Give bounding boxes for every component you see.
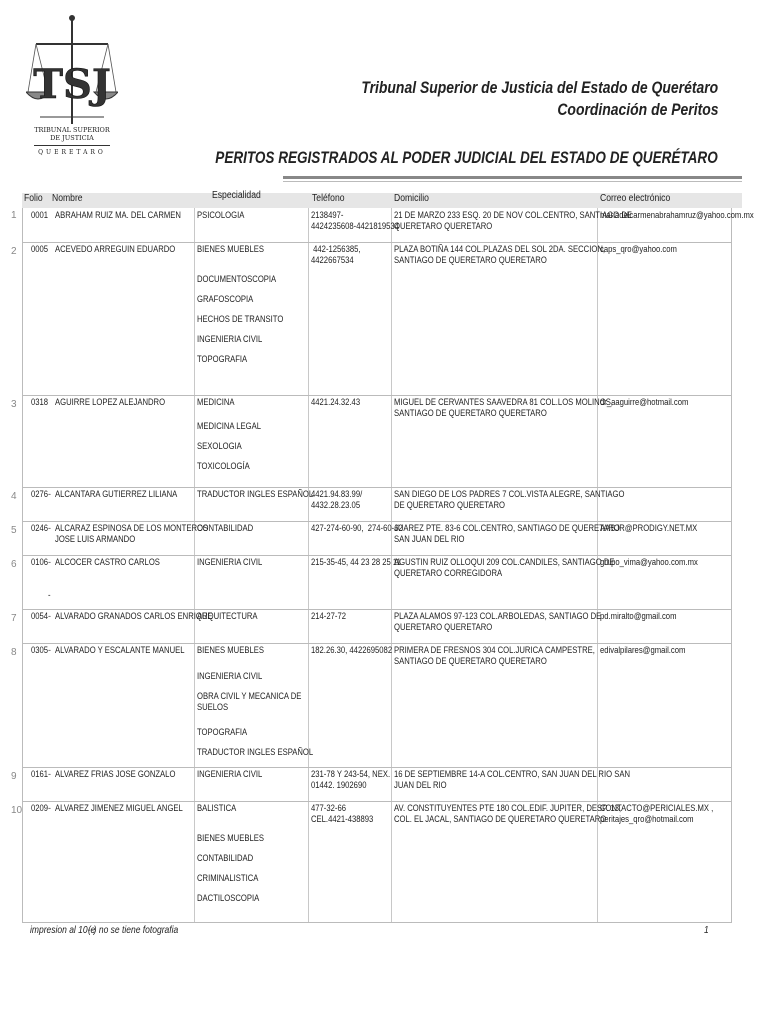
folio: 0161 (31, 769, 49, 780)
tsj-logo (26, 14, 118, 170)
row-number: 5 (11, 525, 17, 536)
perito-name: ALCANTARA GUTIERREZ LILIANA (55, 489, 178, 500)
folio: 0001 (31, 210, 49, 221)
row-number: 6 (11, 559, 17, 570)
perito-name: ABRAHAM RUIZ MA. DEL CARMEN (55, 210, 181, 221)
address: SAN DIEGO DE LOS PADRES 7 COL.VISTA ALEGRE, SANTIAGO DE QUERETARO QUERETARO (394, 489, 625, 511)
row-divider (22, 487, 731, 488)
folio: 0305 (31, 645, 49, 656)
perito-name: ALVAREZ JIMENEZ MIGUEL ANGEL (55, 803, 183, 814)
photo-note: (-) no se tiene fotografia (88, 925, 179, 936)
specialty: BIENES MUEBLES (197, 645, 264, 656)
perito-name: ALVAREZ FRIAS JOSE GONZALO (55, 769, 176, 780)
email: CONTACTO@PERICIALES.MX , peritajes_qro@hotmail.com (600, 803, 714, 825)
email: AASJR@PRODIGY.NET.MX (600, 523, 698, 534)
address: 21 DE MARZO 233 ESQ. 20 DE NOV COL.CENTRO, SANTIAGO DE QUERETARO QUERETARO (394, 210, 632, 232)
row-divider (22, 643, 731, 644)
logo-monogram: TSJ (33, 61, 111, 108)
specialty: HECHOS DE TRANSITO (197, 314, 284, 325)
address: JUAREZ PTE. 83-6 COL.CENTRO, SANTIAGO DE QUERETARO SAN JUAN DEL RIO (394, 523, 620, 545)
document-title: PERITOS REGISTRADOS AL PODER JUDICIAL DEL ESTADO DE QUERÉTARO (215, 149, 718, 167)
perito-name: ACEVEDO ARREGUIN EDUARDO (55, 244, 176, 255)
title-rule (283, 176, 742, 179)
perito-name: ALCOCER CASTRO CARLOS (55, 557, 160, 568)
row-number: 1 (11, 210, 17, 221)
specialty: SEXOLOGIA (197, 441, 242, 452)
specialty: CONTABILIDAD (197, 853, 254, 864)
email: pd.miralto@gmail.com (600, 611, 677, 622)
address: 16 DE SEPTIEMBRE 14-A COL.CENTRO, SAN JUAN DEL RIO SAN JUAN DEL RIO (394, 769, 630, 791)
folio: 0054 (31, 611, 49, 622)
col-divider (194, 208, 195, 922)
email: dr_aaguirre@hotmail.com (600, 397, 689, 408)
no-photo-marker: - (48, 611, 51, 621)
phone: 427-274-60-90, 274-60-62 (311, 523, 403, 534)
specialty: INGENIERIA CIVIL (197, 671, 263, 682)
phone: 4421.94.83.99/ 4432.28.23.05 (311, 489, 363, 511)
folio: 0106 (31, 557, 49, 568)
col-header-correo: Correo electrónico (600, 193, 671, 204)
specialty: PSICOLOGIA (197, 210, 245, 221)
row-divider (22, 767, 731, 768)
row-divider (22, 521, 731, 522)
col-divider (308, 208, 309, 922)
address: AGUSTIN RUIZ OLLOQUI 209 COL.CANDILES, SANTIAGO DE QUERETARO CORREGIDORA (394, 557, 615, 579)
no-photo-marker: - (48, 523, 51, 533)
perito-name: ALVARADO Y ESCALANTE MANUEL (55, 645, 185, 656)
specialty: ARQUITECTURA (197, 611, 258, 622)
perito-name: ALCARAZ ESPINOSA DE LOS MONTEROS JOSE LUIS ARMANDO (55, 523, 209, 545)
phone: 477-32-66 CEL.4421-438893 (311, 803, 374, 825)
department-name: Coordinación de Peritos (556, 100, 718, 119)
specialty: DACTILOSCOPIA (197, 893, 260, 904)
phone: 4421.24.32.43 (311, 397, 361, 408)
row-number: 2 (11, 246, 17, 257)
print-date: impresion al 10-e (30, 925, 96, 936)
specialty: INGENIERIA CIVIL (197, 769, 263, 780)
specialty: DOCUMENTOSCOPIA (197, 274, 277, 285)
phone: 182.26.30, 4422695082 (311, 645, 393, 656)
row-divider (22, 555, 731, 556)
address: PLAZA BOTIÑA 144 COL.PLAZAS DEL SOL 2DA. SECCION, SANTIAGO DE QUERETARO QUERETARO (394, 244, 605, 266)
specialty: INGENIERIA CIVIL (197, 334, 263, 345)
logo-line2: DE JUSTICIA (50, 134, 94, 142)
phone: 214-27-72 (311, 611, 346, 622)
specialty: CRIMINALISTICA (197, 873, 259, 884)
specialty: OBRA CIVIL Y MECANICA DE SUELOS (197, 691, 302, 713)
row-number: 4 (11, 491, 17, 502)
no-photo-marker: - (48, 557, 51, 567)
row-divider (22, 801, 731, 802)
row-divider (22, 395, 731, 396)
folio: 0209 (31, 803, 49, 814)
email: mariadelcarmenabrahamruz@yahoo.com.mx (600, 210, 754, 221)
row-number: 8 (11, 647, 17, 658)
specialty: TOPOGRAFIA (197, 727, 248, 738)
col-header-especialidad: Especialidad (212, 190, 261, 201)
specialty: GRAFOSCOPIA (197, 294, 254, 305)
no-photo-marker: - (48, 489, 51, 499)
specialty: TRADUCTOR INGLES ESPAÑOL (197, 747, 314, 758)
perito-name: ALVARADO GRANADOS CARLOS ENRIQUE (55, 611, 213, 622)
no-photo-marker: - (48, 803, 51, 813)
no-photo-marker: - (48, 645, 51, 655)
row-number: 7 (11, 613, 17, 624)
row-number: 10 (11, 805, 23, 816)
logo-line1: TRIBUNAL SUPERIOR (34, 126, 110, 134)
institution-name: Tribunal Superior de Justicia del Estado de Querétaro (361, 78, 718, 97)
row-divider (22, 922, 731, 923)
no-photo-marker: - (48, 769, 51, 779)
stray-mark: - (48, 590, 51, 601)
folio: 0318 (31, 397, 49, 408)
specialty: BIENES MUEBLES (197, 244, 264, 255)
col-header-telefono: Teléfono (312, 193, 345, 204)
address: AV. CONSTITUYENTES PTE 180 COL.EDIF. JUPITER, DESP. 13, COL. EL JACAL, SANTIAGO DE QUERETARO QUERETARO (394, 803, 622, 825)
folio: 0005 (31, 244, 49, 255)
email: caps_qro@yahoo.com (600, 244, 677, 255)
folio: 0246 (31, 523, 49, 534)
row-number: 9 (11, 771, 17, 782)
col-header-nombre: Nombre (52, 193, 83, 204)
specialty: TOXICOLOGÍA (197, 461, 250, 472)
email: edivalpilares@gmail.com (600, 645, 686, 656)
phone: 442-1256385, 4422667534 (311, 244, 361, 266)
specialty: MEDICINA (197, 397, 235, 408)
address: PRIMERA DE FRESNOS 304 COL.JURICA CAMPESTRE, SANTIAGO DE QUERETARO QUERETARO (394, 645, 595, 667)
logo-line3: QUERETARO (34, 145, 110, 157)
phone: 2138497- 4424235608-4421819534 (311, 210, 399, 232)
address: MIGUEL DE CERVANTES SAAVEDRA 81 COL.LOS MOLINOS, SANTIAGO DE QUERETARO QUERETARO (394, 397, 613, 419)
specialty: TRADUCTOR INGLES ESPAÑOL (197, 489, 314, 500)
row-divider (22, 242, 731, 243)
specialty: CONTABILIDAD (197, 523, 254, 534)
email: grupo_vima@yahoo.com.mx (600, 557, 698, 568)
col-header-folio: Folio (24, 193, 43, 204)
perito-name: AGUIRRE LOPEZ ALEJANDRO (55, 397, 166, 408)
address: PLAZA ALAMOS 97-123 COL.ARBOLEDAS, SANTIAGO DE QUERETARO QUERETARO (394, 611, 602, 633)
row-divider (22, 609, 731, 610)
phone: 215-35-45, 44 23 28 25 11 (311, 557, 401, 568)
title-rule-thin (283, 181, 742, 182)
phone: 231-78 Y 243-54, NEX. 01442. 1902690 (311, 769, 391, 791)
col-header-domicilio: Domicilio (394, 193, 429, 204)
specialty: BALISTICA (197, 803, 237, 814)
specialty: MEDICINA LEGAL (197, 421, 261, 432)
row-number: 3 (11, 399, 17, 410)
specialty: TOPOGRAFIA (197, 354, 248, 365)
specialty: INGENIERIA CIVIL (197, 557, 263, 568)
specialty: BIENES MUEBLES (197, 833, 264, 844)
page-number: 1 (704, 925, 709, 936)
folio: 0276 (31, 489, 49, 500)
